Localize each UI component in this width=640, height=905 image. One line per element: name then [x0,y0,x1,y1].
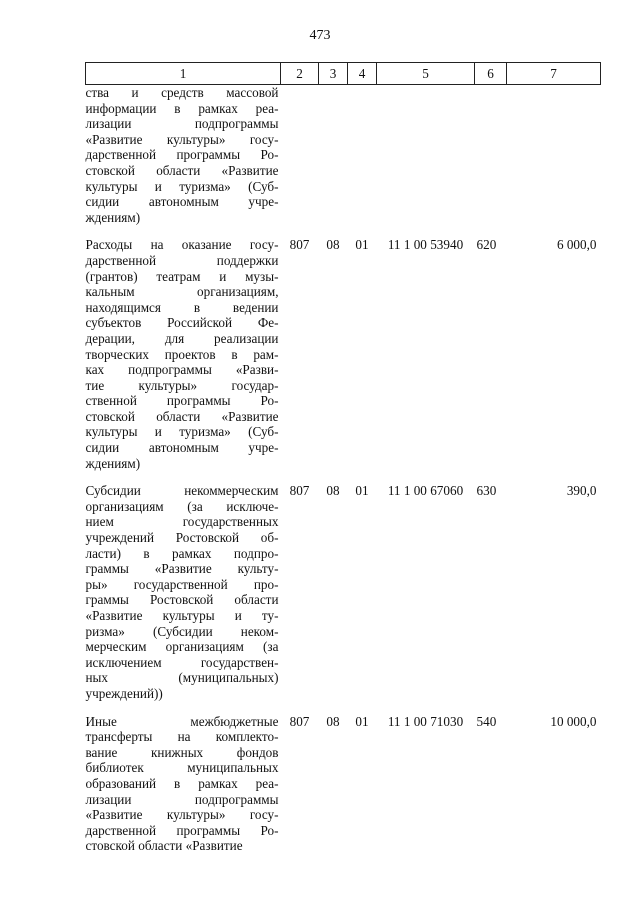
description-line: «Развитие культуры и ту- [85,608,279,623]
description-line: ждениям) [85,455,141,471]
description-line: ласти) в рамках подпро- [85,545,279,561]
table-row [86,483,601,701]
description-line: творческих проектов в рам- [85,346,279,362]
description-line: сидии автономным учре- [85,194,279,210]
column-header-3: 3 [319,63,348,85]
target-article-code: 11 1 00 53940 [387,237,464,253]
description-line: кальным организациям, [85,284,279,300]
table-row [86,237,601,471]
description-line: «Развитие культуры» госу- [85,131,279,147]
description-line: лизации подпрограммы [85,116,279,132]
table-row [86,714,601,854]
row-spacer-cell [86,225,601,237]
expense-description [86,714,281,854]
description-line: тие культуры» государ- [85,377,279,393]
description-line: библиотек муниципальных [85,760,279,776]
description-line: исключением государствен- [85,654,279,670]
description-line: ризма» (Субсидии неком- [85,623,279,639]
section-code [319,85,348,226]
amount [507,85,601,226]
subsection-code [348,85,377,226]
column-header-7: 7 [507,63,601,85]
section-code: 08 [326,237,340,253]
column-header-2: 2 [281,63,319,85]
description-line: ках подпрограммы «Разви- [85,362,279,378]
ministry-code: 807 [289,713,310,729]
description-line: дарственной программы Ро- [85,822,279,838]
description-line: дерации, для реализации [85,330,279,346]
description-line: ства и средств массовой [85,85,279,100]
subsection-code: 01 [355,713,369,729]
row-spacer-cell [86,471,601,483]
description-line: граммы Ростовской области [85,592,279,608]
description-line: дарственной программы Ро- [85,147,279,163]
description-line: граммы «Развитие культу- [85,561,279,577]
description-line: ных (муниципальных) [85,670,279,686]
description-line: трансферты на комплекто- [85,729,279,745]
ministry-code: 807 [289,237,310,253]
description-line: Иные межбюджетные [85,713,279,729]
row-spacer [86,471,601,483]
description-line: находящимся в ведении [85,299,279,315]
expense-description [86,483,281,701]
description-line: культуры и туризма» (Суб- [85,178,279,194]
amount: 390,0 [566,483,597,499]
row-spacer [86,702,601,714]
target-article-code [377,85,475,226]
column-header-5: 5 [377,63,475,85]
column-header-4: 4 [348,63,377,85]
description-line: нием государственных [85,514,279,530]
ministry-code [281,85,319,226]
description-line: лизации подпрограммы [85,791,279,807]
expense-type-code: 540 [476,713,497,729]
row-spacer [86,225,601,237]
budget-table [85,62,601,854]
expense-description [86,85,281,226]
description-line: стовской области «Развитие [85,408,279,424]
description-line: «Развитие культуры» госу- [85,807,279,823]
row-spacer-cell [86,702,601,714]
page-number: 473 [309,28,331,43]
description-line: учреждений)) [85,685,163,701]
description-line: (грантов) театрам и музы- [85,268,279,284]
description-line: мерческим организациям (за [85,639,279,655]
amount: 10 000,0 [550,713,597,729]
description-line: стовской области «Развитие [85,162,279,178]
description-line: ственной программы Ро- [85,393,279,409]
description-line: образований в рамках реа- [85,775,279,791]
target-article-code: 11 1 00 67060 [387,483,464,499]
description-line: субъектов Российской Фе- [85,315,279,331]
column-header-6: 6 [475,63,507,85]
target-article-code: 11 1 00 71030 [387,713,464,729]
expense-type-code: 620 [476,237,497,253]
section-code: 08 [326,483,340,499]
description-line: вание книжных фондов [85,744,279,760]
description-line: стовской области «Развитие [85,838,243,854]
table-row [86,85,601,226]
description-line: дарственной поддержки [85,252,279,268]
expense-type-code [475,85,507,226]
ministry-code: 807 [289,483,310,499]
description-line: ры» государственной про- [85,576,279,592]
expense-type-code: 630 [476,483,497,499]
description-line: Субсидии некоммерческим [85,483,279,499]
description-line: культуры и туризма» (Суб- [85,424,279,440]
section-code: 08 [326,713,340,729]
column-header-1: 1 [86,63,281,85]
description-line: учреждений Ростовской об- [85,530,279,546]
expense-description [86,237,281,471]
amount: 6 000,0 [556,237,597,253]
description-line: организациям (за исключе- [85,498,279,514]
subsection-code: 01 [355,483,369,499]
subsection-code: 01 [355,237,369,253]
description-line: ждениям) [85,209,141,225]
description-line: Расходы на оказание госу- [85,237,279,253]
description-line: информации в рамках реа- [85,100,279,116]
column-header-row [86,63,601,85]
description-line: сидии автономным учре- [85,440,279,456]
